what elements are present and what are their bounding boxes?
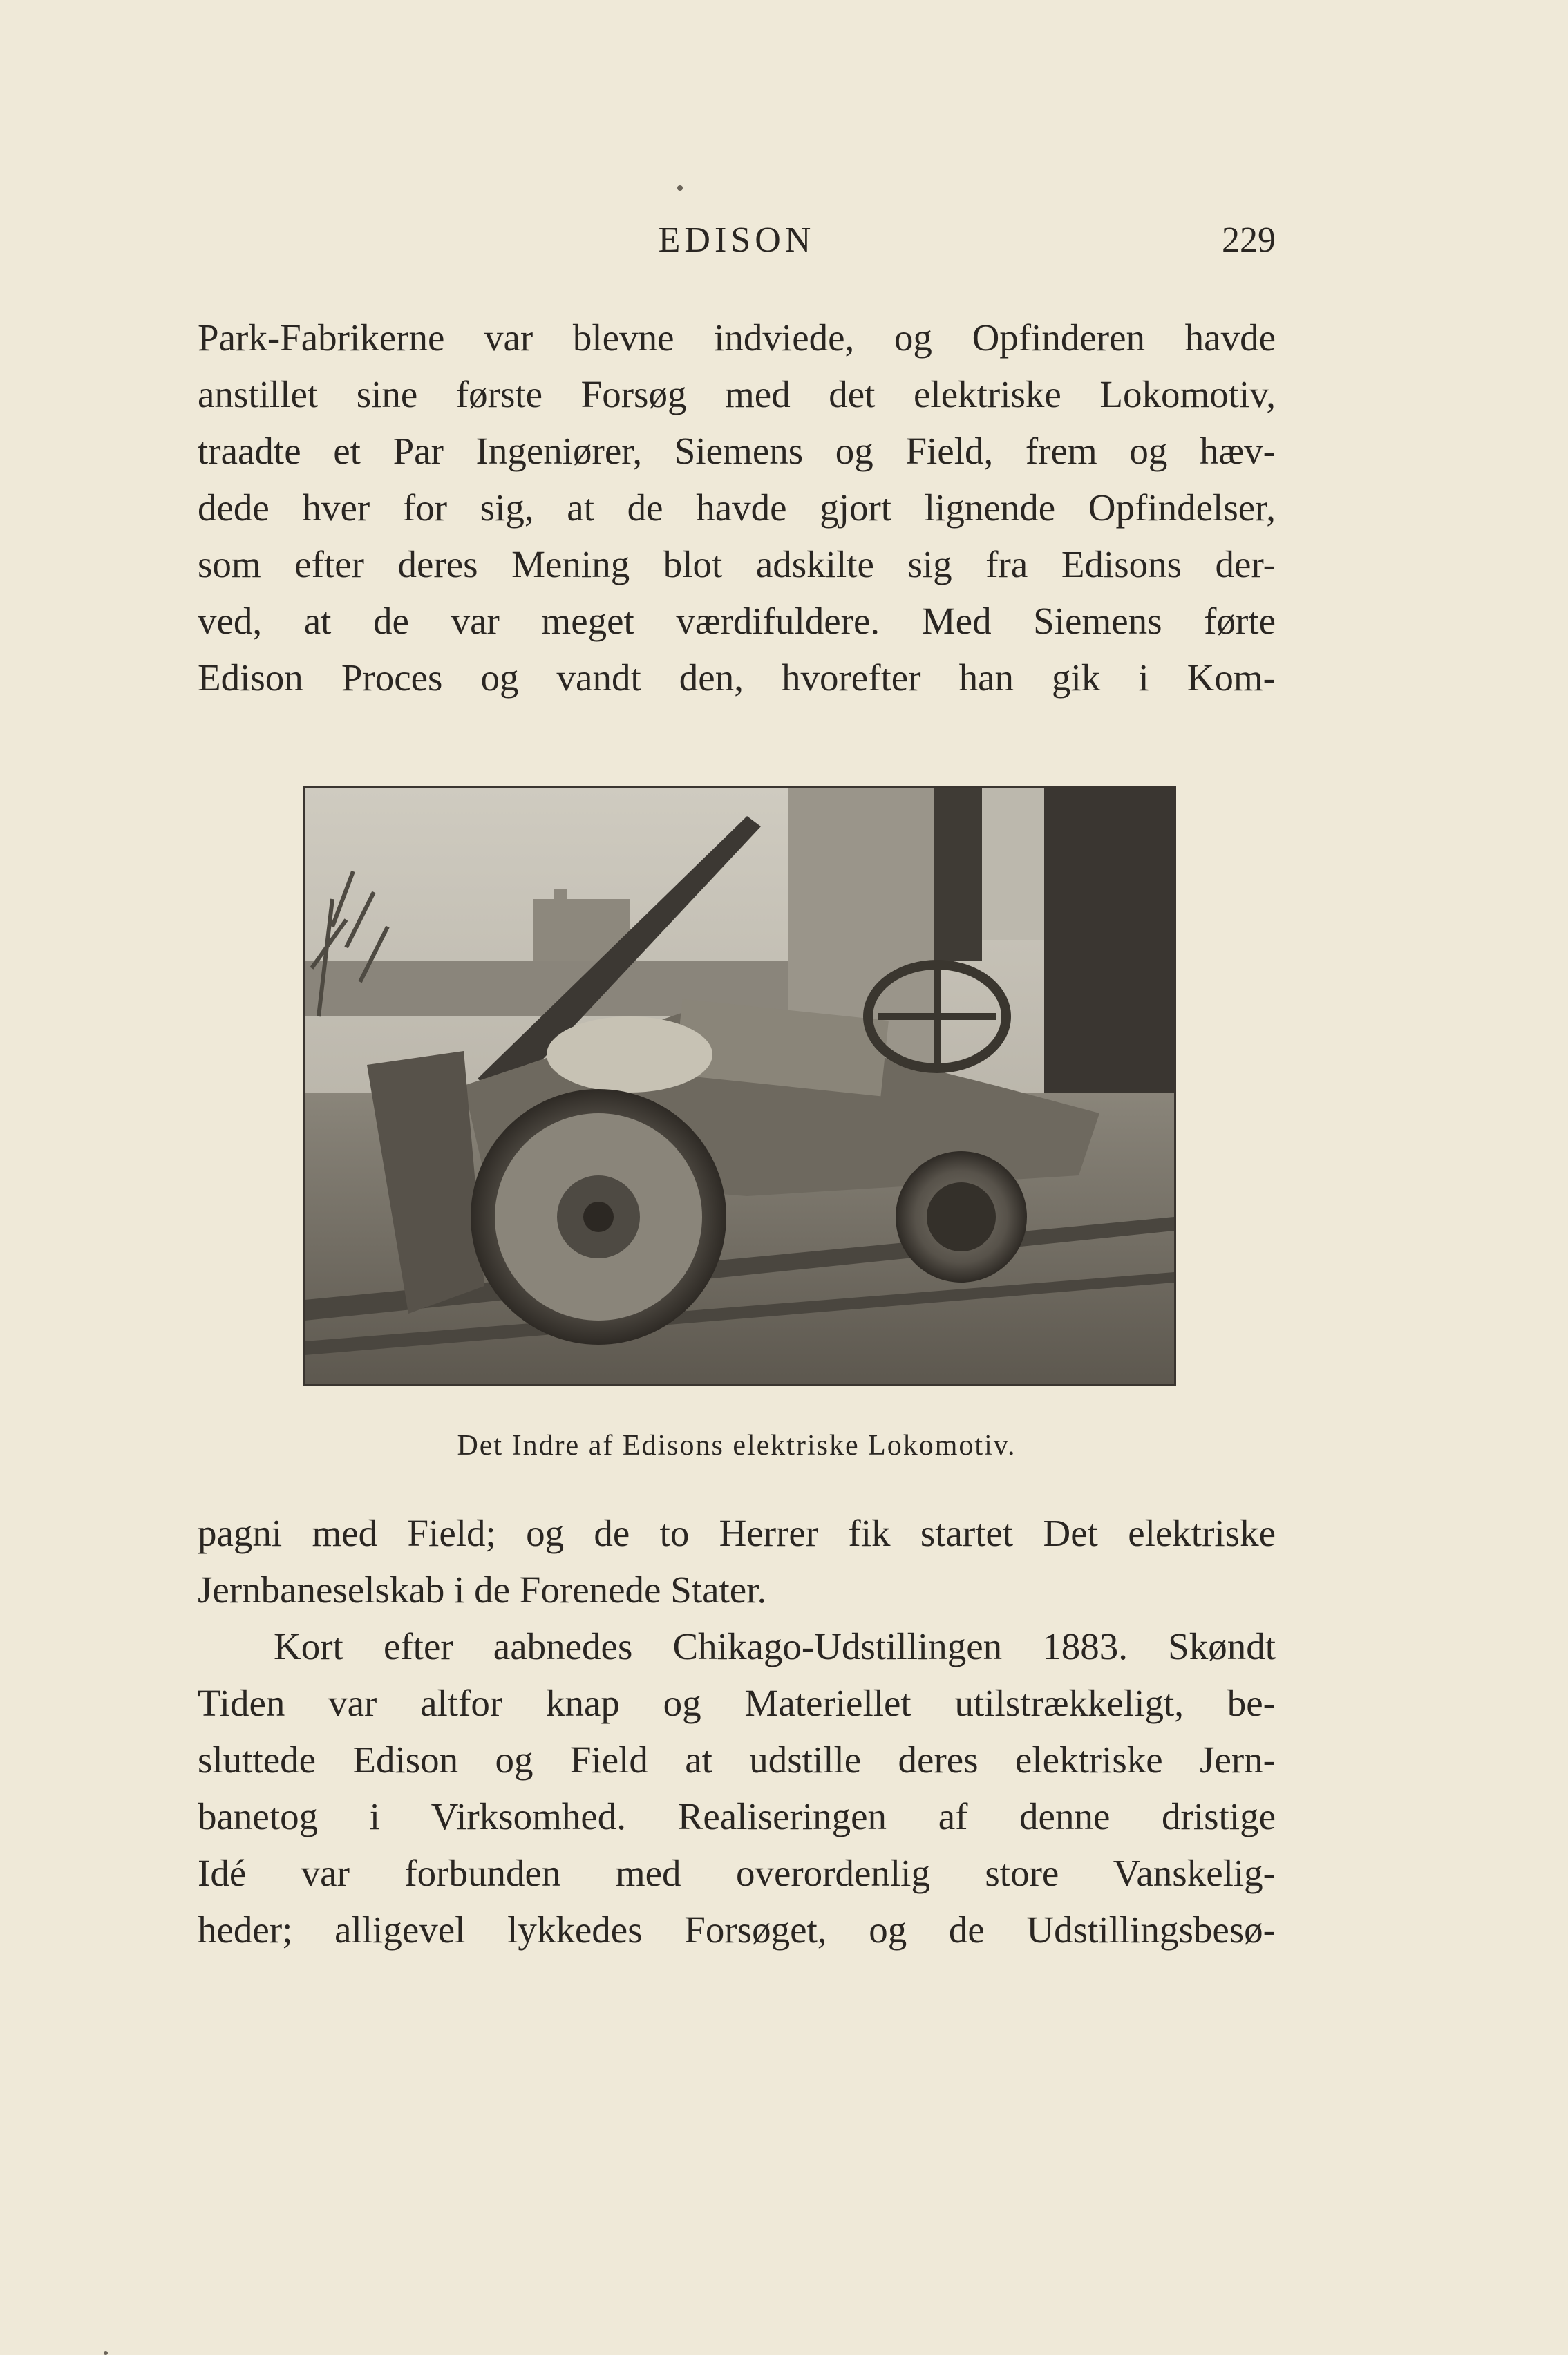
paragraph-2 xyxy=(198,1505,1276,1618)
print-speck xyxy=(677,185,683,191)
running-header xyxy=(198,220,1276,268)
text-line: anstillet sine første Forsøg med det elektriske Lokomotiv, xyxy=(198,373,1276,415)
text-line: dede hver for sig, at de havde gjort lignende Opfindelser, xyxy=(198,486,1276,529)
text-line: traadte et Par Ingeniører, Siemens og Field, frem og hæv- xyxy=(198,430,1276,472)
figure-caption: Det Indre af Edisons elektriske Lokomotiv. xyxy=(457,1430,1017,1462)
page-number: 229 xyxy=(1222,220,1276,260)
text-line: Park-Fabrikerne var blevne indviede, og Opfinderen havde xyxy=(198,316,1276,359)
text-line: pagni med Field; og de to Herrer fik startet Det elektriske xyxy=(198,1512,1276,1554)
text-line: Kort efter aabnedes Chikago-Udstillingen 1883. Skøndt xyxy=(274,1625,1276,1667)
locomotive-photograph xyxy=(303,786,1176,1386)
text-line: Jernbaneselskab i de Forenede Stater. xyxy=(198,1569,767,1611)
print-speck xyxy=(104,2351,108,2355)
text-line: heder; alligevel lykkedes Forsøget, og de Udstillingsbesø- xyxy=(198,1909,1276,1951)
text-line: Idé var forbunden med overordenlig store Vanskelig- xyxy=(198,1852,1276,1894)
text-line: ved, at de var meget værdifuldere. Med Siemens førte xyxy=(198,600,1276,642)
text-line: sluttede Edison og Field at udstille deres elektriske Jern- xyxy=(198,1739,1276,1781)
paragraph-1 xyxy=(198,310,1276,706)
running-title: EDISON xyxy=(658,220,815,260)
text-line: banetog i Virksomhed. Realiseringen af denne dristige xyxy=(198,1795,1276,1837)
text-line: Edison Proces og vandt den, hvorefter han gik i Kom- xyxy=(198,656,1276,699)
text-line: Tiden var altfor knap og Materiellet utilstrækkeligt, be- xyxy=(198,1682,1276,1724)
text-line: som efter deres Mening blot adskilte sig fra Edisons der- xyxy=(198,543,1276,585)
paragraph-3 xyxy=(198,1618,1276,1958)
